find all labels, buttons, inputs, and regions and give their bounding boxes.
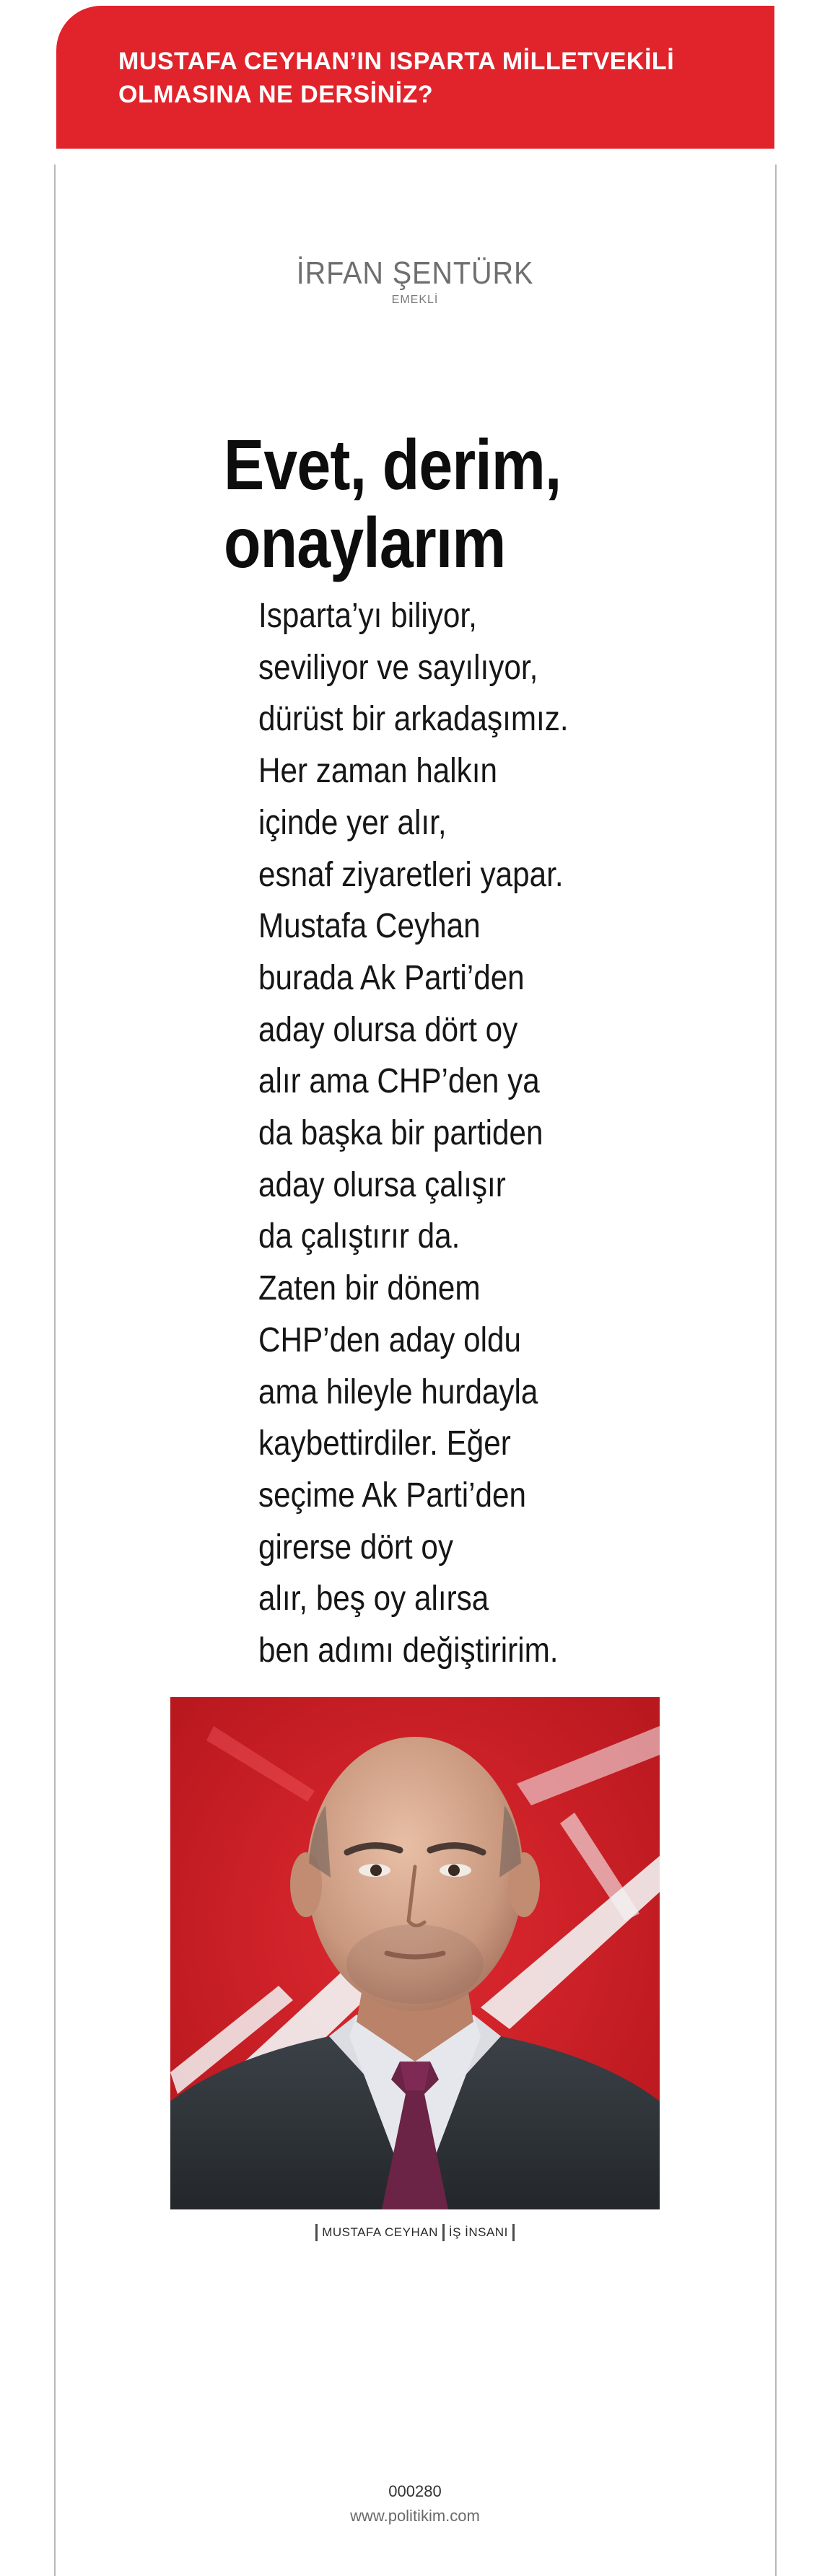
quote-line: esnaf ziyaretleri yapar. <box>258 855 564 894</box>
quote-line: da çalıştırır da. <box>258 1217 460 1256</box>
quote-line: girerse dört oy <box>258 1528 453 1567</box>
header-banner <box>56 6 774 149</box>
quote-body <box>258 590 735 1677</box>
site-url: www.politikim.com <box>350 2507 480 2525</box>
caption-divider <box>315 2224 318 2241</box>
quote-line: Zaten bir dönem <box>258 1269 481 1308</box>
headline: Evet, derim, onaylarım <box>224 425 562 582</box>
byline <box>0 255 830 307</box>
frame-line-right <box>775 165 777 2576</box>
portrait-illustration <box>170 1697 660 2209</box>
quote-line: Isparta’yı biliyor, <box>258 597 477 635</box>
quote-line: ben adımı değiştiririm. <box>258 1631 559 1670</box>
quote-line: alır ama CHP’den ya <box>258 1062 540 1101</box>
quote-line: seviliyor ve sayılıyor, <box>258 648 538 687</box>
author-role: EMEKLİ <box>391 294 439 306</box>
caption-divider <box>442 2224 445 2241</box>
page-footer <box>0 2479 830 2528</box>
quote-line: CHP’den aday oldu <box>258 1320 521 1359</box>
quote-line: Her zaman halkın <box>258 752 498 791</box>
quote-line: aday olursa çalışır <box>258 1165 506 1204</box>
quote-line: kaybettirdiler. Eğer <box>258 1424 511 1463</box>
quote-line: içinde yer alır, <box>258 803 447 842</box>
quote-line: da başka bir partiden <box>258 1114 543 1153</box>
quote-line: burada Ak Parti’den <box>258 958 525 997</box>
caption-role: İŞ İNSANI <box>448 2225 508 2239</box>
quote-line: alır, beş oy alırsa <box>258 1580 489 1618</box>
photo-caption <box>0 2224 830 2241</box>
caption-divider <box>512 2224 515 2241</box>
header-title: MUSTAFA CEYHAN’IN ISPARTA MİLLETVEKİLİ OLMASINA NE DERSİNİZ? <box>118 48 675 108</box>
page-number: 000280 <box>388 2482 442 2500</box>
portrait-photo <box>170 1697 660 2209</box>
frame-line-left <box>54 165 56 2576</box>
quote-line: seçime Ak Parti’den <box>258 1476 526 1515</box>
quote-line: aday olursa dört oy <box>258 1010 518 1049</box>
quote-line: Mustafa Ceyhan <box>258 907 481 946</box>
author-name: İRFAN ŞENTÜRK <box>296 255 534 291</box>
caption-name: MUSTAFA CEYHAN <box>322 2225 438 2239</box>
quote-line: dürüst bir arkadaşımız. <box>258 700 569 739</box>
quote-line: ama hileyle hurdayla <box>258 1372 538 1411</box>
